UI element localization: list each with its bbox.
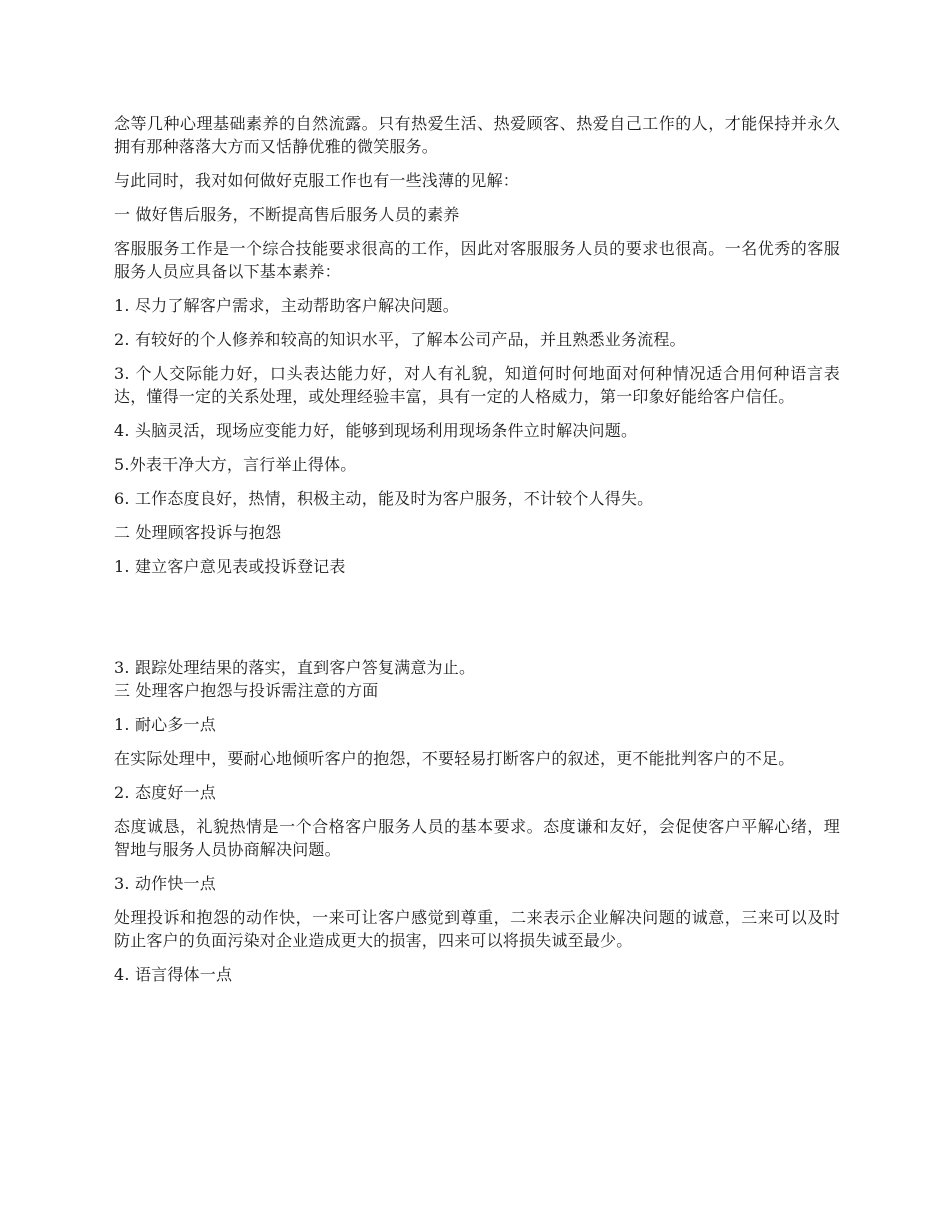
complaint-step-1: 1. 建立客户意见表或投诉登记表	[114, 557, 346, 576]
list-item-3: 3. 个人交际能力好，口头表达能力好，对人有礼貌，知道何时何地面对何种情况适合用何种语言表达，懂得一定的关系处理，或处理经验丰富，具有一定的人格威力，第一印象好能给客户信任。	[114, 364, 840, 406]
list-item-6: 6. 工作态度良好，热情，积极主动，能及时为客户服务，不计较个人得失。	[114, 489, 654, 508]
paragraph-intro-continuation: 念等几种心理基础素养的自然流露。只有热爱生活、热爱顾客、热爱自己工作的人，才能保持并永久拥有那种落落大方而又恬静优雅的微笑服务。	[114, 114, 840, 156]
paragraph-opinion-lead: 与此同时，我对如何做好克服工作也有一些浅薄的见解：	[114, 171, 520, 190]
point-heading-4: 4. 语言得体一点	[114, 965, 233, 984]
paragraph-requirements: 客服服务工作是一个综合技能要求很高的工作，因此对客服服务人员的要求也很高。一名优秀的客服服务人员应具备以下基本素养：	[114, 239, 840, 281]
section-heading-1: 一 做好售后服务，不断提高售后服务人员的素养	[114, 205, 460, 224]
list-item-1: 1. 尽力了解客户需求，主动帮助客户解决问题。	[114, 296, 459, 315]
section-heading-2: 二 处理顾客投诉与抱怨	[114, 523, 282, 542]
point-heading-1: 1. 耐心多一点	[114, 715, 216, 734]
document-body	[114, 112, 840, 997]
complaint-step-3: 3. 跟踪处理结果的落实，直到客户答复满意为止。	[114, 658, 476, 677]
point-body-2: 态度诚恳，礼貌热情是一个合格客户服务人员的基本要求。态度谦和友好，会促使客户平解心绪，理智地与服务人员协商解决问题。	[114, 817, 840, 859]
point-body-3: 处理投诉和抱怨的动作快，一来可让客户感觉到尊重，二来表示企业解决问题的诚意，三来可以及时防止客户的负面污染对企业造成更大的损害，四来可以将损失诚至最少。	[114, 908, 840, 950]
point-heading-2: 2. 态度好一点	[114, 783, 216, 802]
list-item-5: 5.外表干净大方，言行举止得体。	[114, 455, 357, 474]
list-item-2: 2. 有较好的个人修养和较高的知识水平，了解本公司产品，并且熟悉业务流程。	[114, 330, 686, 349]
point-heading-3: 3. 动作快一点	[114, 874, 216, 893]
blank-space	[114, 578, 840, 656]
list-item-4: 4. 头脑灵活，现场应变能力好，能够到现场利用现场条件立时解决问题。	[114, 421, 638, 440]
section-heading-3: 三 处理客户抱怨与投诉需注意的方面	[114, 681, 379, 700]
point-body-1: 在实际处理中，要耐心地倾听客户的抱怨，不要轻易打断客户的叙述，更不能批判客户的不足。	[114, 749, 795, 768]
